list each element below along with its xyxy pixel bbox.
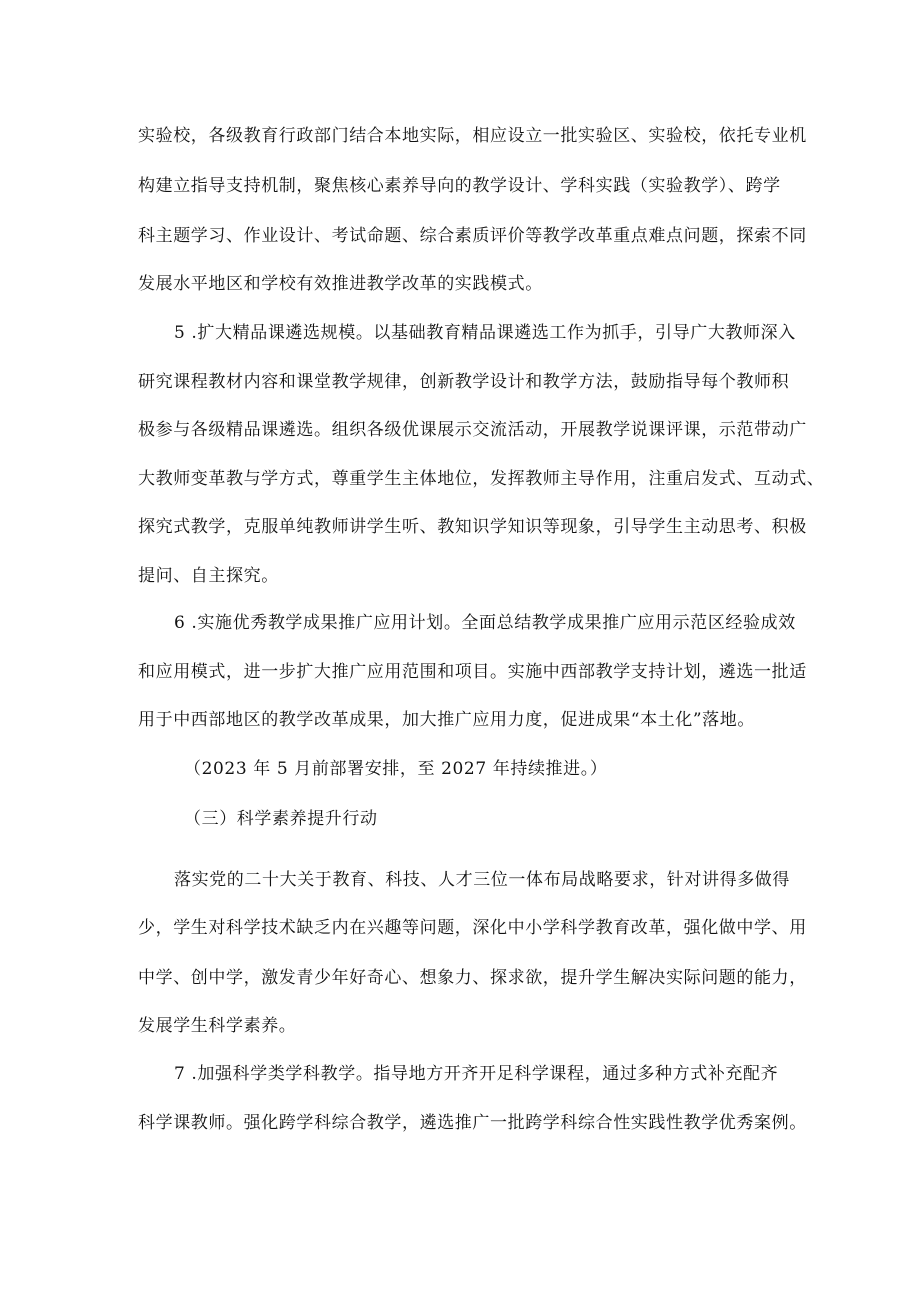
text-line: 6 .实施优秀教学成果推广应用计划。全面总结教学成果推广应用示范区经验成效 [174,613,796,633]
text-line: 探究式教学，克服单纯教师讲学生听、教知识学知识等现象，引导学生主动思考、积极 [138,517,807,537]
schedule-note: （2023 年 5 月前部署安排，至 2027 年持续推进。） [184,759,608,779]
text-line: 构建立指导支持机制，聚焦核心素养导向的教学设计、学科实践（实验教学）、跨学 [138,176,781,196]
text-line: 落实党的二十大关于教育、科技、人才三位一体布局战略要求，针对讲得多做得 [174,870,790,890]
section-heading: （三）科学素养提升行动 [184,809,378,829]
text-line: 用于中西部地区的教学改革成果，加大推广应用力度，促进成果“本土化”落地。 [138,710,755,730]
text-line: 科主题学习、作业设计、考试命题、综合素质评价等教学改革重点难点问题，探索不同 [138,226,807,246]
text-line: 发展学生科学素养。 [138,1016,297,1036]
text-line: 中学、创中学，激发青少年好奇心、想象力、探求欲，提升学生解决实际问题的能力， [138,968,807,988]
text-line: 5 .扩大精品课遴选规模。以基础教育精品课遴选工作为抓手，引导广大教师深入 [174,323,796,343]
text-line: 7 .加强科学类学科教学。指导地方开齐开足科学课程，通过多种方式补充配齐 [174,1064,779,1084]
text-line: 和应用模式，进一步扩大推广应用范围和项目。实施中西部教学支持计划，遴选一批适 [138,662,807,682]
text-line: 科学课教师。强化跨学科综合教学，遴选推广一批跨学科综合性实践性教学优秀案例。 [138,1113,807,1133]
text-line: 大教师变革教与学方式，尊重学生主体地位，发挥教师主导作用，注重启发式、互动式、 [138,469,825,489]
text-line: 实验校，各级教育行政部门结合本地实际，相应设立一批实验区、实验校，依托专业机 [138,126,807,146]
text-line: 研究课程教材内容和课堂教学规律，创新教学设计和教学方法，鼓励指导每个教师积 [138,372,790,392]
text-line: 提问、自主探究。 [138,566,279,586]
text-line: 少，学生对科学技术缺乏内在兴趣等问题，深化中小学科学教育改革，强化做中学、用 [138,918,807,938]
text-line: 发展水平地区和学校有效推进教学改革的实践模式。 [138,274,543,294]
text-line: 极参与各级精品课遴选。组织各级优课展示交流活动，开展教学说课评课，示范带动广 [138,420,807,440]
